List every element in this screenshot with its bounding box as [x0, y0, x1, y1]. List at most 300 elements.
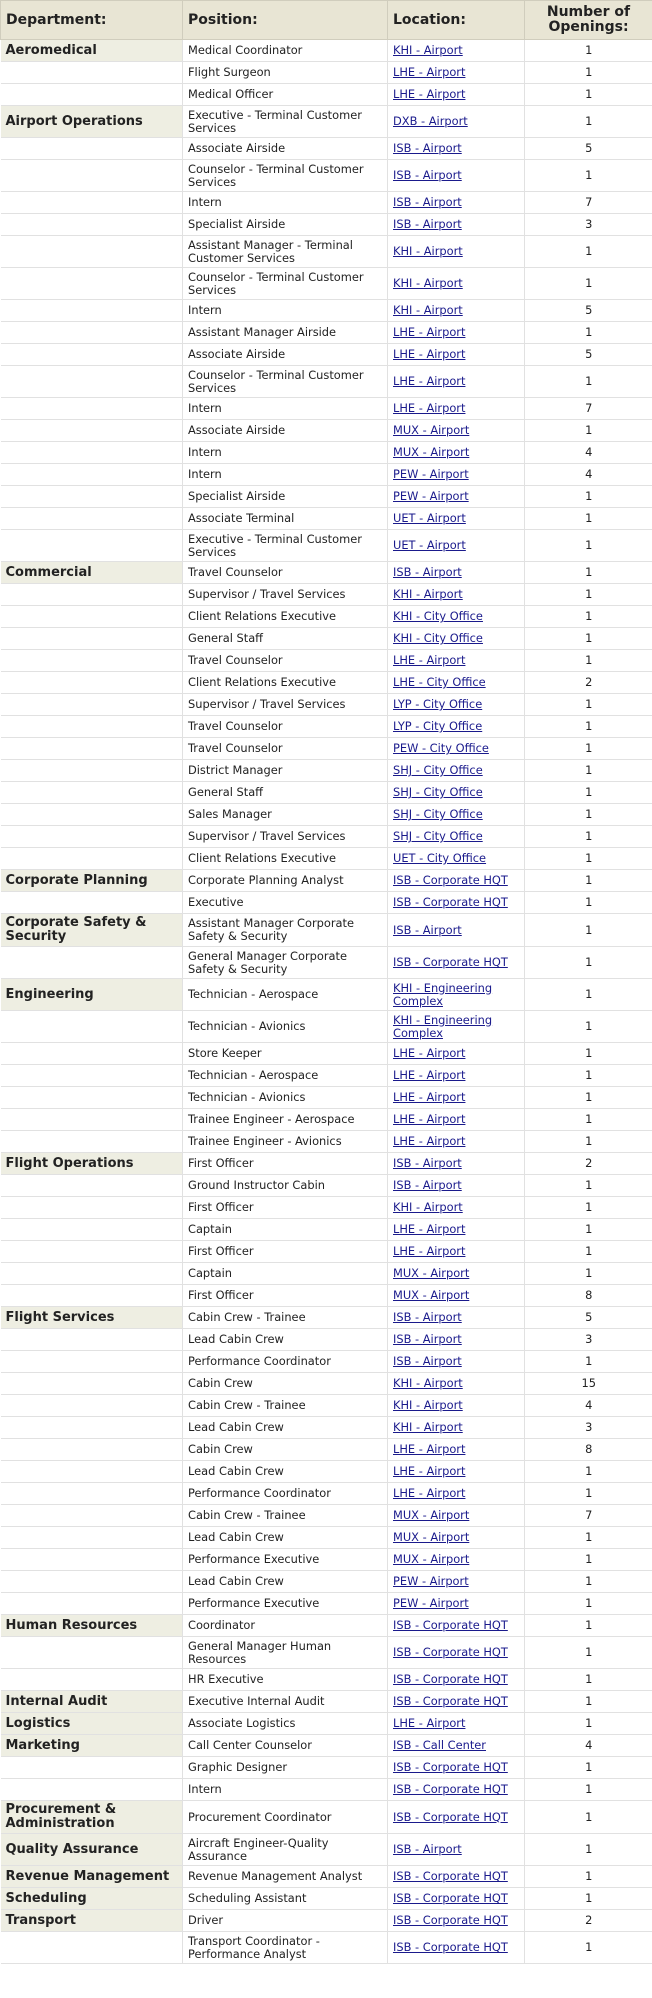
- openings-cell: 1: [525, 268, 652, 300]
- location-link[interactable]: ISB - Corporate HQT: [393, 1940, 508, 1954]
- openings-cell: 1: [525, 979, 652, 1011]
- location-link[interactable]: KHI - Airport: [393, 303, 463, 317]
- location-cell: [388, 1329, 525, 1351]
- location-cell: [388, 1153, 525, 1175]
- location-link[interactable]: LHE - Airport: [393, 325, 466, 339]
- location-link[interactable]: LHE - Airport: [393, 1464, 466, 1478]
- position-cell: General Staff: [183, 782, 388, 804]
- position-cell: Call Center Counselor: [183, 1735, 388, 1757]
- position-cell: Executive: [183, 892, 388, 914]
- openings-cell: 5: [525, 138, 652, 160]
- table-row: [1, 1888, 652, 1910]
- department-cell: [1, 322, 183, 344]
- department-cell: [1, 584, 183, 606]
- table-row: [1, 1329, 652, 1351]
- location-link[interactable]: KHI - City Office: [393, 631, 483, 645]
- position-cell: Scheduling Assistant: [183, 1888, 388, 1910]
- department-cell: [1, 236, 183, 268]
- location-link[interactable]: DXB - Airport: [393, 114, 468, 128]
- location-cell: [388, 760, 525, 782]
- location-cell: [388, 1087, 525, 1109]
- department-cell: [1, 214, 183, 236]
- position-cell: Lead Cabin Crew: [183, 1329, 388, 1351]
- openings-cell: 1: [525, 892, 652, 914]
- location-cell: [388, 1779, 525, 1801]
- position-cell: Cabin Crew: [183, 1439, 388, 1461]
- department-cell: [1, 848, 183, 870]
- position-cell: General Manager Corporate Safety & Security: [183, 947, 388, 979]
- location-cell: [388, 1011, 525, 1043]
- location-link[interactable]: LHE - Airport: [393, 1112, 466, 1126]
- openings-cell: 1: [525, 606, 652, 628]
- department-cell: [1, 366, 183, 398]
- location-cell: [388, 1910, 525, 1932]
- department-cell: [1, 760, 183, 782]
- table-row: [1, 486, 652, 508]
- location-link[interactable]: ISB - Airport: [393, 141, 462, 155]
- table-row: [1, 192, 652, 214]
- table-row: [1, 464, 652, 486]
- department-cell: [1, 804, 183, 826]
- position-cell: Assistant Manager Corporate Safety & Security: [183, 914, 388, 947]
- position-cell: Intern: [183, 398, 388, 420]
- position-cell: Procurement Coordinator: [183, 1801, 388, 1834]
- table-row: [1, 530, 652, 562]
- department-cell: Scheduling: [1, 1888, 183, 1910]
- table-row: [1, 1801, 652, 1834]
- position-cell: Captain: [183, 1219, 388, 1241]
- department-cell: [1, 398, 183, 420]
- table-row: [1, 672, 652, 694]
- location-cell: [388, 530, 525, 562]
- table-row: [1, 420, 652, 442]
- location-cell: [388, 1713, 525, 1735]
- location-cell: [388, 1131, 525, 1153]
- location-cell: [388, 1175, 525, 1197]
- location-link[interactable]: ISB - Corporate HQT: [393, 1694, 508, 1708]
- table-row: [1, 160, 652, 192]
- position-cell: Intern: [183, 300, 388, 322]
- openings-cell: 1: [525, 508, 652, 530]
- department-cell: [1, 1571, 183, 1593]
- location-link[interactable]: MUX - Airport: [393, 423, 470, 437]
- location-cell: [388, 236, 525, 268]
- location-link[interactable]: SHJ - City Office: [393, 785, 483, 799]
- location-link[interactable]: ISB - Airport: [393, 1310, 462, 1324]
- table-row: [1, 1593, 652, 1615]
- location-link[interactable]: PEW - Airport: [393, 489, 469, 503]
- table-row: [1, 138, 652, 160]
- table-row: [1, 1505, 652, 1527]
- location-link[interactable]: ISB - Airport: [393, 1178, 462, 1192]
- location-cell: [388, 1263, 525, 1285]
- table-row: [1, 1241, 652, 1263]
- location-link[interactable]: UET - Airport: [393, 538, 466, 552]
- location-cell: [388, 1197, 525, 1219]
- openings-cell: 1: [525, 1637, 652, 1669]
- table-row: [1, 1461, 652, 1483]
- table-row: [1, 1307, 652, 1329]
- department-cell: [1, 486, 183, 508]
- table-row: [1, 1757, 652, 1779]
- department-cell: [1, 1505, 183, 1527]
- location-cell: [388, 1439, 525, 1461]
- location-link[interactable]: LHE - Airport: [393, 1134, 466, 1148]
- location-link[interactable]: ISB - Corporate HQT: [393, 1809, 508, 1824]
- location-link[interactable]: LYP - City Office: [393, 697, 483, 711]
- table-row: [1, 236, 652, 268]
- openings-cell: 1: [525, 826, 652, 848]
- location-link[interactable]: ISB - Airport: [393, 195, 462, 209]
- department-cell: [1, 1439, 183, 1461]
- department-cell: [1, 138, 183, 160]
- location-link[interactable]: ISB - Corporate HQT: [393, 1760, 508, 1774]
- table-row: [1, 322, 652, 344]
- table-row: [1, 1866, 652, 1888]
- openings-cell: 1: [525, 1834, 652, 1866]
- location-link[interactable]: ISB - Airport: [393, 1156, 462, 1170]
- openings-cell: 1: [525, 848, 652, 870]
- table-row: [1, 947, 652, 979]
- table-row: [1, 1713, 652, 1735]
- openings-cell: 1: [525, 160, 652, 192]
- table-row: [1, 300, 652, 322]
- location-link[interactable]: UET - City Office: [393, 851, 487, 865]
- openings-cell: 1: [525, 1801, 652, 1834]
- openings-cell: 1: [525, 1241, 652, 1263]
- position-cell: Associate Logistics: [183, 1713, 388, 1735]
- location-link[interactable]: ISB - Airport: [393, 1842, 462, 1856]
- location-cell: [388, 947, 525, 979]
- position-cell: Medical Coordinator: [183, 40, 388, 62]
- location-link[interactable]: LHE - City Office: [393, 675, 486, 689]
- table-row: [1, 892, 652, 914]
- department-cell: [1, 716, 183, 738]
- department-cell: [1, 508, 183, 530]
- position-cell: Store Keeper: [183, 1043, 388, 1065]
- location-cell: [388, 40, 525, 62]
- location-link[interactable]: LHE - Airport: [393, 401, 466, 415]
- location-link[interactable]: LHE - Airport: [393, 1716, 466, 1730]
- department-cell: [1, 1461, 183, 1483]
- department-cell: [1, 1549, 183, 1571]
- department-cell: [1, 1043, 183, 1065]
- department-cell: [1, 268, 183, 300]
- location-cell: [388, 1373, 525, 1395]
- openings-cell: 1: [525, 1866, 652, 1888]
- department-cell: [1, 892, 183, 914]
- department-cell: [1, 1593, 183, 1615]
- location-link[interactable]: ISB - Corporate HQT: [393, 1913, 508, 1927]
- location-link[interactable]: LHE - Airport: [393, 1442, 466, 1456]
- department-cell: [1, 1285, 183, 1307]
- position-cell: HR Executive: [183, 1669, 388, 1691]
- location-link[interactable]: MUX - Airport: [393, 1552, 470, 1566]
- location-cell: [388, 628, 525, 650]
- location-link[interactable]: MUX - Airport: [393, 1508, 470, 1522]
- location-link[interactable]: LHE - Airport: [393, 1222, 466, 1236]
- location-link[interactable]: KHI - Airport: [393, 43, 463, 57]
- table-row: [1, 584, 652, 606]
- location-link[interactable]: ISB - Airport: [393, 922, 462, 937]
- location-link[interactable]: KHI - Airport: [393, 276, 463, 290]
- location-cell: [388, 1461, 525, 1483]
- position-cell: Travel Counselor: [183, 562, 388, 584]
- table-row: [1, 694, 652, 716]
- openings-cell: 1: [525, 760, 652, 782]
- position-cell: Trainee Engineer - Avionics: [183, 1131, 388, 1153]
- department-cell: Revenue Management: [1, 1866, 183, 1888]
- openings-cell: 1: [525, 486, 652, 508]
- location-cell: [388, 420, 525, 442]
- position-cell: Revenue Management Analyst: [183, 1866, 388, 1888]
- table-row: [1, 366, 652, 398]
- location-link[interactable]: PEW - Airport: [393, 1574, 469, 1588]
- location-link[interactable]: ISB - Corporate HQT: [393, 1891, 508, 1905]
- location-link[interactable]: MUX - Airport: [393, 1288, 470, 1302]
- openings-cell: 2: [525, 1153, 652, 1175]
- openings-cell: 1: [525, 1109, 652, 1131]
- location-link[interactable]: PEW - City Office: [393, 741, 489, 755]
- location-link[interactable]: ISB - Corporate HQT: [393, 1645, 508, 1659]
- location-link[interactable]: KHI - Airport: [393, 244, 463, 258]
- table-row: [1, 1175, 652, 1197]
- location-cell: [388, 979, 525, 1011]
- department-cell: [1, 464, 183, 486]
- location-link[interactable]: ISB - Call Center: [393, 1738, 486, 1752]
- department-cell: [1, 1757, 183, 1779]
- location-cell: [388, 1417, 525, 1439]
- department-cell: [1, 650, 183, 672]
- location-cell: [388, 1735, 525, 1757]
- position-cell: District Manager: [183, 760, 388, 782]
- table-row: [1, 606, 652, 628]
- location-link[interactable]: ISB - Corporate HQT: [393, 873, 508, 887]
- location-link[interactable]: UET - Airport: [393, 511, 466, 525]
- department-cell: [1, 738, 183, 760]
- location-cell: [388, 804, 525, 826]
- openings-cell: 1: [525, 1549, 652, 1571]
- location-link[interactable]: SHJ - City Office: [393, 829, 483, 843]
- location-cell: [388, 606, 525, 628]
- location-link[interactable]: LHE - Airport: [393, 1090, 466, 1104]
- location-link[interactable]: MUX - Airport: [393, 1530, 470, 1544]
- table-row: [1, 62, 652, 84]
- department-cell: Corporate Safety & Security: [1, 914, 183, 947]
- department-cell: [1, 1483, 183, 1505]
- location-link[interactable]: KHI - Engineering Complex: [393, 1012, 493, 1040]
- department-cell: [1, 1373, 183, 1395]
- position-cell: Intern: [183, 1779, 388, 1801]
- position-cell: Assistant Manager - Terminal Customer Services: [183, 236, 388, 268]
- location-link[interactable]: ISB - Airport: [393, 1332, 462, 1346]
- department-cell: Internal Audit: [1, 1691, 183, 1713]
- position-cell: Flight Surgeon: [183, 62, 388, 84]
- location-cell: [388, 716, 525, 738]
- location-link[interactable]: ISB - Airport: [393, 565, 462, 579]
- table-row: [1, 1527, 652, 1549]
- table-row: [1, 1637, 652, 1669]
- table-row: [1, 979, 652, 1011]
- location-header: Location:: [388, 1, 525, 40]
- openings-cell: 1: [525, 1713, 652, 1735]
- department-cell: Flight Services: [1, 1307, 183, 1329]
- table-row: [1, 508, 652, 530]
- location-cell: [388, 366, 525, 398]
- location-cell: [388, 1241, 525, 1263]
- location-link[interactable]: KHI - Engineering Complex: [393, 980, 493, 1008]
- location-link[interactable]: LHE - Airport: [393, 374, 466, 388]
- position-cell: Client Relations Executive: [183, 848, 388, 870]
- openings-cell: 3: [525, 1329, 652, 1351]
- location-cell: [388, 1307, 525, 1329]
- location-link[interactable]: ISB - Corporate HQT: [393, 1618, 508, 1632]
- location-link[interactable]: KHI - Airport: [393, 1200, 463, 1214]
- location-cell: [388, 584, 525, 606]
- location-cell: [388, 1801, 525, 1834]
- openings-cell: 1: [525, 1691, 652, 1713]
- position-cell: Captain: [183, 1263, 388, 1285]
- department-cell: Logistics: [1, 1713, 183, 1735]
- location-cell: [388, 870, 525, 892]
- location-cell: [388, 1065, 525, 1087]
- location-link[interactable]: ISB - Corporate HQT: [393, 1869, 508, 1883]
- location-link[interactable]: LHE - Airport: [393, 1068, 466, 1082]
- table-row: [1, 1779, 652, 1801]
- location-link[interactable]: LHE - Airport: [393, 65, 466, 79]
- openings-cell: 1: [525, 1351, 652, 1373]
- location-cell: [388, 398, 525, 420]
- position-cell: Client Relations Executive: [183, 672, 388, 694]
- location-link[interactable]: SHJ - City Office: [393, 763, 483, 777]
- location-cell: [388, 892, 525, 914]
- location-link[interactable]: LHE - Airport: [393, 87, 466, 101]
- location-link[interactable]: ISB - Corporate HQT: [393, 1782, 508, 1796]
- position-cell: Technician - Aerospace: [183, 1065, 388, 1087]
- position-cell: Sales Manager: [183, 804, 388, 826]
- openings-cell: 1: [525, 420, 652, 442]
- department-cell: [1, 947, 183, 979]
- location-cell: [388, 84, 525, 106]
- location-link[interactable]: PEW - Airport: [393, 1596, 469, 1610]
- openings-header: Number of Openings:: [525, 1, 652, 40]
- department-cell: [1, 1011, 183, 1043]
- location-cell: [388, 214, 525, 236]
- position-cell: Executive - Terminal Customer Services: [183, 106, 388, 138]
- openings-cell: 1: [525, 236, 652, 268]
- openings-cell: 1: [525, 914, 652, 947]
- department-header: Department:: [1, 1, 183, 40]
- department-cell: [1, 1175, 183, 1197]
- position-cell: Executive Internal Audit: [183, 1691, 388, 1713]
- department-cell: [1, 160, 183, 192]
- location-cell: [388, 826, 525, 848]
- location-link[interactable]: SHJ - City Office: [393, 807, 483, 821]
- table-row: [1, 84, 652, 106]
- location-link[interactable]: LHE - Airport: [393, 1486, 466, 1500]
- table-row: [1, 738, 652, 760]
- position-cell: Client Relations Executive: [183, 606, 388, 628]
- table-row: [1, 1669, 652, 1691]
- department-cell: [1, 1263, 183, 1285]
- location-cell: [388, 1285, 525, 1307]
- location-link[interactable]: KHI - Airport: [393, 587, 463, 601]
- openings-cell: 1: [525, 366, 652, 398]
- openings-cell: 1: [525, 1615, 652, 1637]
- location-link[interactable]: LHE - Airport: [393, 1244, 466, 1258]
- location-link[interactable]: KHI - Airport: [393, 1376, 463, 1390]
- location-cell: [388, 62, 525, 84]
- position-cell: Lead Cabin Crew: [183, 1527, 388, 1549]
- table-row: [1, 870, 652, 892]
- table-row: [1, 1131, 652, 1153]
- table-row: [1, 1615, 652, 1637]
- location-link[interactable]: MUX - Airport: [393, 1266, 470, 1280]
- location-cell: [388, 192, 525, 214]
- position-cell: Lead Cabin Crew: [183, 1571, 388, 1593]
- location-link[interactable]: ISB - Corporate HQT: [393, 1672, 508, 1686]
- department-cell: [1, 530, 183, 562]
- location-link[interactable]: ISB - Airport: [393, 217, 462, 231]
- position-cell: Performance Coordinator: [183, 1351, 388, 1373]
- department-cell: [1, 300, 183, 322]
- table-row: [1, 848, 652, 870]
- table-row: [1, 1351, 652, 1373]
- location-link[interactable]: KHI - Airport: [393, 1420, 463, 1434]
- openings-cell: 3: [525, 1417, 652, 1439]
- table-row: [1, 1011, 652, 1043]
- location-cell: [388, 1615, 525, 1637]
- location-link[interactable]: LHE - Airport: [393, 653, 466, 667]
- location-link[interactable]: PEW - Airport: [393, 467, 469, 481]
- department-cell: [1, 1197, 183, 1219]
- table-row: [1, 1373, 652, 1395]
- table-row: [1, 442, 652, 464]
- location-cell: [388, 1395, 525, 1417]
- position-cell: Cabin Crew - Trainee: [183, 1307, 388, 1329]
- department-cell: [1, 1669, 183, 1691]
- location-link[interactable]: KHI - Airport: [393, 1398, 463, 1412]
- department-cell: Quality Assurance: [1, 1834, 183, 1866]
- department-cell: [1, 62, 183, 84]
- position-cell: Cabin Crew - Trainee: [183, 1395, 388, 1417]
- openings-cell: 1: [525, 947, 652, 979]
- openings-cell: 2: [525, 672, 652, 694]
- openings-cell: 5: [525, 1307, 652, 1329]
- position-cell: Coordinator: [183, 1615, 388, 1637]
- position-cell: Ground Instructor Cabin: [183, 1175, 388, 1197]
- location-link[interactable]: ISB - Airport: [393, 1354, 462, 1368]
- location-link[interactable]: ISB - Airport: [393, 168, 462, 182]
- location-link[interactable]: KHI - City Office: [393, 609, 483, 623]
- department-cell: [1, 1087, 183, 1109]
- position-cell: Intern: [183, 464, 388, 486]
- location-link[interactable]: ISB - Corporate HQT: [393, 895, 508, 909]
- openings-cell: 1: [525, 1065, 652, 1087]
- department-cell: [1, 1527, 183, 1549]
- position-cell: General Staff: [183, 628, 388, 650]
- location-link[interactable]: LHE - Airport: [393, 347, 466, 361]
- location-cell: [388, 848, 525, 870]
- location-link[interactable]: MUX - Airport: [393, 445, 470, 459]
- department-cell: Engineering: [1, 979, 183, 1011]
- position-cell: Technician - Avionics: [183, 1087, 388, 1109]
- location-link[interactable]: LYP - City Office: [393, 719, 483, 733]
- department-cell: [1, 344, 183, 366]
- location-link[interactable]: ISB - Corporate HQT: [393, 955, 508, 969]
- location-link[interactable]: LHE - Airport: [393, 1046, 466, 1060]
- location-cell: [388, 344, 525, 366]
